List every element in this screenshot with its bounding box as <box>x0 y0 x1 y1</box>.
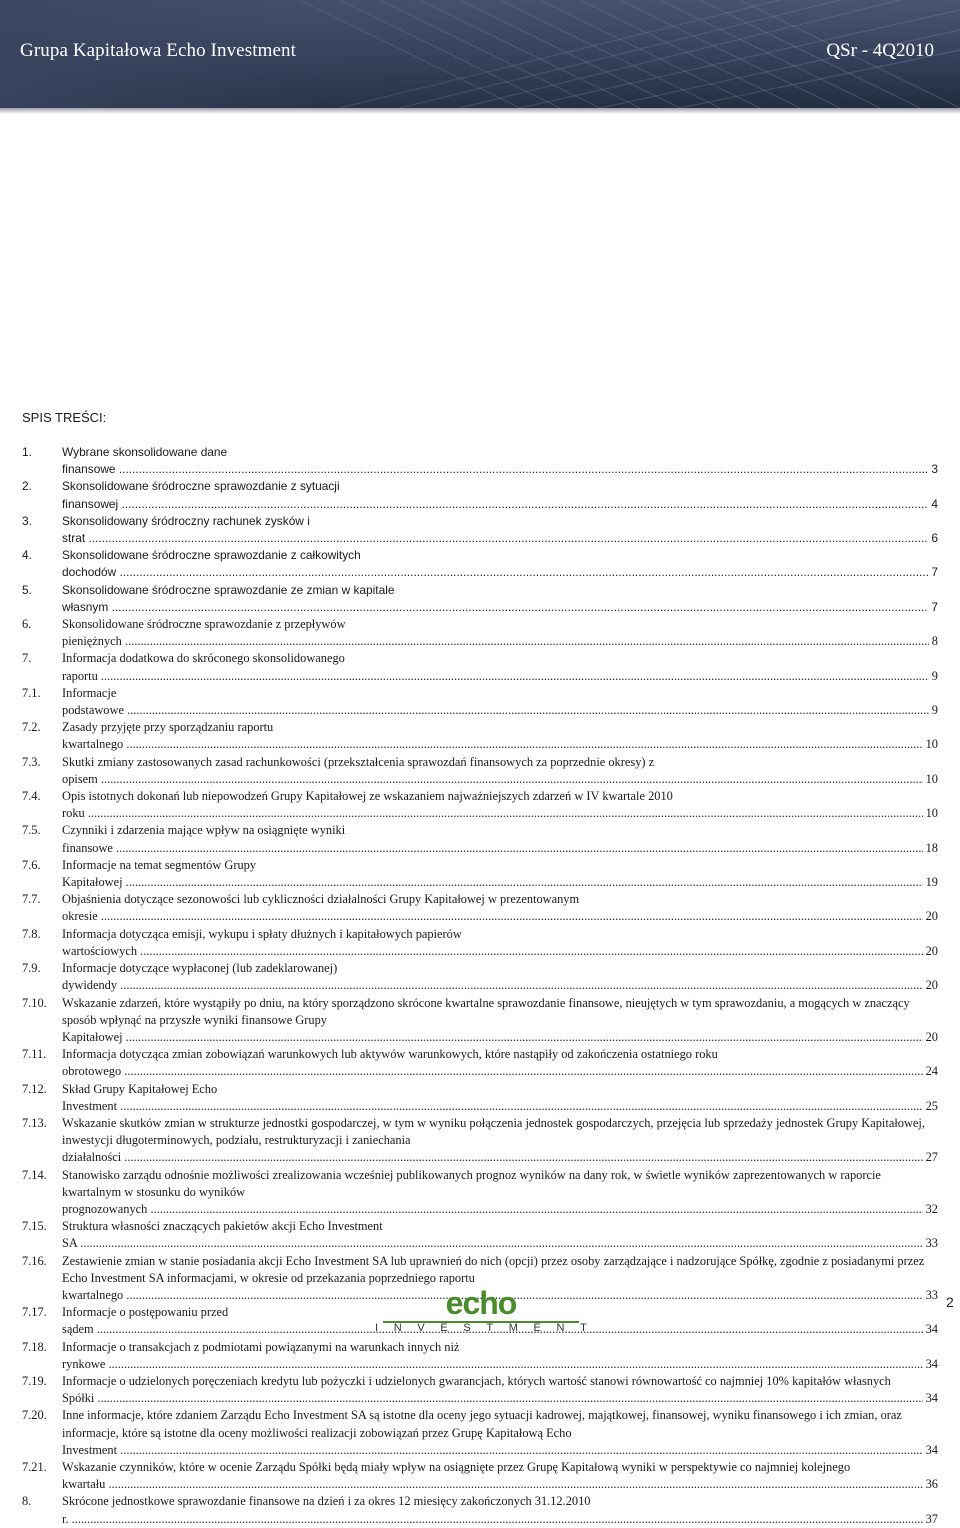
toc-entry-body <box>62 478 938 512</box>
toc-entry-page: 32 <box>923 1201 938 1218</box>
toc-entry-body <box>62 1115 938 1167</box>
toc-entry-number: 7.17. <box>22 1305 47 1320</box>
toc-entry-body <box>62 960 938 994</box>
toc-entry-number: 3. <box>22 513 32 528</box>
toc-entry-title: Informacje o postępowaniu przed sądem ..... <box>62 1305 938 1336</box>
toc-entry-body <box>62 754 938 788</box>
logo-subtitle-letter: I <box>375 1322 379 1334</box>
toc-entry-number: 7.15. <box>22 1219 47 1234</box>
toc-entry-title: Skonsolidowane śródroczne sprawozdanie z przepływów pieniężnych ..... <box>62 617 938 648</box>
logo-subtitle-letter: E <box>533 1322 541 1334</box>
toc-entry-number: 7.9. <box>22 961 41 976</box>
toc-entry[interactable] <box>22 1493 938 1527</box>
toc-entry-page: 4 <box>928 496 938 513</box>
toc-entry-title: Skrócone jednostkowe sprawozdanie finansowe na dzień i za okres 12 miesięcy zakończonych 31.12.2010 r. ..... <box>62 1494 938 1525</box>
toc-entry[interactable] <box>22 1115 938 1167</box>
toc-entry-number: 7.8. <box>22 926 41 941</box>
toc-entry-body <box>62 1339 938 1373</box>
toc-entry-page: 18 <box>923 840 938 857</box>
toc-entry[interactable] <box>22 1407 938 1459</box>
logo-subtitle-letter: V <box>417 1322 425 1334</box>
toc-entry-title: Skonsolidowane śródroczne sprawozdanie ze zmian w kapitale własnym ..... <box>62 583 938 614</box>
toc-entry-title: Wskazanie skutków zmian w strukturze jednostki gospodarczej, w tym w wyniku połączenia jednostek gospodarczych, przejęcia lub sprzedaży jednostek Grupy Kapitałowej, inwestycji długoterminowych, podziału, restrukturyzacji i zaniechania działalności ..... <box>62 1116 938 1164</box>
toc-entry-page: 8 <box>929 633 938 650</box>
toc-entry-title: Informacje podstawowe ..... <box>62 686 938 717</box>
toc-entry-body <box>62 685 938 719</box>
toc-entry-number: 7.13. <box>22 1115 47 1130</box>
toc-entry-page: 9 <box>929 702 938 719</box>
toc-entry-body <box>62 444 938 478</box>
toc-entry[interactable] <box>22 926 938 960</box>
toc-entry-body <box>62 547 938 581</box>
toc-entry-number: 7. <box>22 651 32 666</box>
toc-entry[interactable] <box>22 1459 938 1493</box>
toc-entry-page: 9 <box>929 668 938 685</box>
toc-entry-title: Skonsolidowane śródroczne sprawozdanie z sytuacji finansowej ..... <box>62 479 938 510</box>
toc-entry-body <box>62 1407 938 1459</box>
toc-entry-title: Czynniki i zdarzenia mające wpływ na osiągnięte wyniki finansowe ..... <box>62 823 938 854</box>
toc-entry-page: 20 <box>923 977 938 994</box>
toc-entry[interactable] <box>22 1339 938 1373</box>
toc-entry-number: 7.2. <box>22 720 41 735</box>
toc-entry[interactable] <box>22 1046 938 1080</box>
toc-entry[interactable] <box>22 960 938 994</box>
toc-entry-page: 37 <box>923 1511 938 1528</box>
toc-entry-body <box>62 1167 938 1219</box>
toc-entry-number: 7.3. <box>22 754 41 769</box>
toc-entry-title: Wybrane skonsolidowane dane finansowe ..... <box>62 445 938 476</box>
toc-entry-page: 20 <box>923 908 938 925</box>
toc-entry-body <box>62 891 938 925</box>
toc-entry-number: 7.19. <box>22 1373 47 1388</box>
toc-entry-page: 7 <box>928 564 938 581</box>
toc-entry[interactable] <box>22 650 938 684</box>
toc-entry-body <box>62 616 938 650</box>
toc-entry[interactable] <box>22 444 938 478</box>
toc-entry-title: Skutki zmiany zastosowanych zasad rachunkowości (przekształcenia sprawozdań finansowych za poprzednie okresy) z opisem ..... <box>62 755 938 786</box>
toc-entry-number: 7.6. <box>22 857 41 872</box>
report-code: QSr - 4Q2010 <box>826 40 934 61</box>
header-shadow <box>0 108 960 114</box>
toc-entry-body <box>62 582 938 616</box>
toc-entry-page: 10 <box>923 805 938 822</box>
toc-entry-title: Informacja dotycząca emisji, wykupu i spłaty dłużnych i kapitałowych papierów wartościowych ..... <box>62 927 938 958</box>
page-number: 2 <box>946 1294 954 1310</box>
toc-entry-number: 1. <box>22 445 32 459</box>
toc-entry-number: 4. <box>22 548 32 563</box>
toc-entry-title: Skład Grupy Kapitałowej Echo Investment ..... <box>62 1082 938 1113</box>
toc-entry-title: Zestawienie zmian w stanie posiadania akcji Echo Investment SA lub uprawnień do nich (opcji) przez osoby zarządzające i nadzorujące Spółkę, zgodnie z posiadanymi przez Echo Investment SA informacjami, w okresie od przekazania poprzedniego raportu kwartalnego ..... <box>62 1254 938 1302</box>
toc-entry[interactable] <box>22 754 938 788</box>
toc-entry-number: 7.18. <box>22 1339 47 1354</box>
toc-entry-body <box>62 788 938 822</box>
toc-entry-number: 7.12. <box>22 1081 47 1096</box>
toc-entry-page: 20 <box>923 1029 938 1046</box>
page-header <box>0 0 960 108</box>
toc-entry-page: 34 <box>923 1321 938 1338</box>
toc-entry-page: 19 <box>923 874 938 891</box>
logo-subtitle-letter: N <box>393 1322 402 1334</box>
toc-entry-body <box>62 822 938 856</box>
toc-entry[interactable] <box>22 1167 938 1219</box>
toc-entry-title: Informacje dotyczące wypłaconej (lub zadeklarowanej) dywidendy ..... <box>62 961 938 992</box>
toc-entry[interactable] <box>22 891 938 925</box>
toc-entry-page: 34 <box>923 1442 938 1459</box>
toc-entry-page: 10 <box>923 736 938 753</box>
toc-entry-body <box>62 1493 938 1527</box>
toc-entry-page: 10 <box>923 771 938 788</box>
logo-subtitle-letter: M <box>508 1322 518 1334</box>
toc-entry-page: 3 <box>928 461 938 478</box>
toc-entry-body <box>62 650 938 684</box>
toc-entry-page: 36 <box>923 1476 938 1493</box>
echo-investment-logo <box>375 1287 587 1333</box>
toc-entry-title: Skonsolidowane śródroczne sprawozdanie z całkowitych dochodów ..... <box>62 548 938 579</box>
logo-subtitle-letter: T <box>486 1322 494 1334</box>
toc-entry[interactable] <box>22 788 938 822</box>
toc-entry-body <box>62 513 938 547</box>
toc-entry-title: Stanowisko zarządu odnośnie możliwości zrealizowania wcześniej publikowanych prognoz wyników na dany rok, w świetle wyników zaprezentowanych w raporcie kwartalnym w stosunku do wyników prognozowanych ..... <box>62 1168 938 1216</box>
toc-entry[interactable] <box>22 513 938 547</box>
toc-entry-body <box>62 1373 938 1407</box>
toc-entry-page: 33 <box>923 1287 938 1304</box>
logo-wordmark: echo <box>445 1285 517 1321</box>
toc-entry-body <box>62 1081 938 1115</box>
toc-entry[interactable] <box>22 547 938 581</box>
toc-entry-title: Wskazanie czynników, które w ocenie Zarządu Spółki będą miały wpływ na osiągnięte przez Grupę Kapitałową wyniki w perspektywie co najmniej kolejnego kwartału ..... <box>62 1460 938 1491</box>
toc-entry-title: Wskazanie zdarzeń, które wystąpiły po dniu, na który sporządzono skrócone kwartalne sprawozdanie finansowe, nieujętych w tym sprawozdaniu, a mogących w znaczący sposób wpłynąć na przyszłe wyniki finansowe Grupy Kapitałowej ..... <box>62 996 938 1044</box>
toc-entry[interactable] <box>22 1373 938 1407</box>
toc-entry-number: 7.5. <box>22 823 41 838</box>
toc-entry[interactable] <box>22 857 938 891</box>
toc-entry-title: Informacje o udzielonych poręczeniach kredytu lub pożyczki i udzielonych gwarancjach, których wartość stanowi równowartość co najmniej 10% kapitałów własnych Spółki ..... <box>62 1374 938 1405</box>
toc-entry-title: Objaśnienia dotyczące sezonowości lub cykliczności działalności Grupy Kapitałowej w prezentowanym okresie ..... <box>62 892 938 923</box>
toc-entry-page: 34 <box>923 1390 938 1407</box>
toc-entry-page: 24 <box>923 1063 938 1080</box>
toc-entry[interactable] <box>22 685 938 719</box>
toc-entry-page: 6 <box>928 530 938 547</box>
toc-entry-title: Zasady przyjęte przy sporządzaniu raportu kwartalnego ..... <box>62 720 938 751</box>
toc-entry-number: 7.16. <box>22 1253 47 1268</box>
toc-entry-number: 7.14. <box>22 1167 47 1182</box>
toc-entry-body <box>62 1046 938 1080</box>
company-title: Grupa Kapitałowa Echo Investment <box>20 40 296 61</box>
toc-entry[interactable] <box>22 1218 938 1252</box>
logo-subtitle-letter: E <box>440 1322 448 1334</box>
toc-entry-number: 7.4. <box>22 789 41 804</box>
toc-entry-page: 33 <box>923 1235 938 1252</box>
toc-entry-title: Inne informacje, które zdaniem Zarządu Echo Investment SA są istotne dla oceny jego sytuacji kadrowej, majątkowej, finansowej, wyniku finansowego i ich zmian, oraz informacje, które są istotne dla oceny możliwości realizacji zobowiązań przez Grupę Kapitałową Echo Investment ..... <box>62 1408 938 1456</box>
toc-entry-body <box>62 857 938 891</box>
toc-heading: SPIS TREŚCI: <box>22 410 107 425</box>
logo-subtitle-letter: T <box>580 1322 587 1334</box>
toc-entry-number: 7.1. <box>22 685 41 700</box>
toc-entry-page: 25 <box>923 1098 938 1115</box>
toc-entry-number: 7.11. <box>22 1047 47 1062</box>
toc-entry-page: 7 <box>928 599 938 616</box>
toc-entry-body <box>62 995 938 1047</box>
toc-entry[interactable] <box>22 478 938 512</box>
logo-subtitle <box>375 1322 587 1334</box>
toc-entry[interactable] <box>22 616 938 650</box>
toc-entry-page: 20 <box>923 943 938 960</box>
toc-entry[interactable] <box>22 719 938 753</box>
toc-entry[interactable] <box>22 995 938 1047</box>
toc-entry[interactable] <box>22 582 938 616</box>
toc-entry-number: 7.7. <box>22 892 41 907</box>
toc-entry-number: 2. <box>22 479 32 494</box>
logo-subtitle-letter: N <box>556 1322 565 1334</box>
toc-entry-number: 5. <box>22 582 32 597</box>
toc-entry[interactable] <box>22 1081 938 1115</box>
toc-entry-body <box>62 719 938 753</box>
toc-entry[interactable] <box>22 822 938 856</box>
toc-entry-body <box>62 926 938 960</box>
toc-entry-title: Informacje o transakcjach z podmiotami powiązanymi na warunkach innych niż rynkowe ..... <box>62 1340 938 1371</box>
toc-entry-number: 8. <box>22 1494 32 1509</box>
toc-entry-body <box>62 1218 938 1252</box>
toc-entry-number: 7.21. <box>22 1459 47 1474</box>
toc-entry-page: 27 <box>923 1149 938 1166</box>
toc-entry-number: 7.10. <box>22 995 47 1010</box>
toc-entry-page: 34 <box>923 1356 938 1373</box>
toc-entry-title: Informacja dotycząca zmian zobowiązań warunkowych lub aktywów warunkowych, które nastąpiły od zakończenia ostatniego roku obrotowego ..... <box>62 1047 938 1078</box>
logo-subtitle-letter: S <box>463 1322 471 1334</box>
toc-entry-title: Struktura własności znaczących pakietów akcji Echo Investment SA ..... <box>62 1219 938 1250</box>
toc-entry-title: Skonsolidowany śródroczny rachunek zysków i strat ..... <box>62 514 938 545</box>
toc-entry-number: 7.20. <box>22 1408 47 1423</box>
toc-entry-body <box>62 1459 938 1493</box>
table-of-contents <box>22 444 938 1528</box>
toc-entry-title: Informacje na temat segmentów Grupy Kapitałowej ..... <box>62 858 938 889</box>
toc-entry-number: 6. <box>22 617 32 632</box>
toc-entry-title: Opis istotnych dokonań lub niepowodzeń Grupy Kapitałowej ze wskazaniem najważniejszych zdarzeń w IV kwartale 2010 roku ..... <box>62 789 938 820</box>
toc-entry-title: Informacja dodatkowa do skróconego skonsolidowanego raportu ..... <box>62 651 938 682</box>
